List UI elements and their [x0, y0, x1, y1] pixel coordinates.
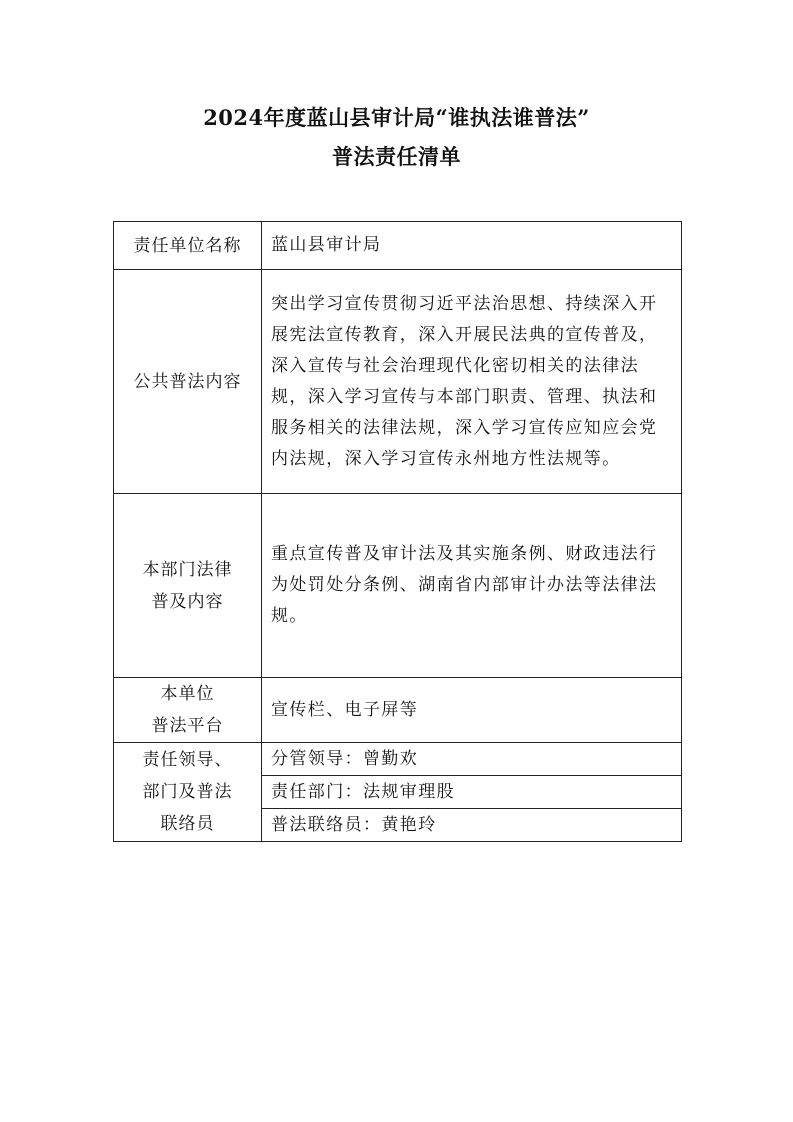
platform-value: 宣传栏、电子屏等	[262, 678, 682, 743]
dept-content-label-line-2: 普及内容	[151, 591, 224, 612]
table-row-unit	[114, 222, 682, 270]
contacts-label-line-3: 联络员	[160, 814, 215, 834]
contact-department-value: 责任部门：法规审理股	[262, 776, 682, 809]
dept-content-label-line-1: 本部门法律	[142, 559, 233, 580]
table-row-public-content	[114, 270, 682, 494]
document-title-line-1: 2024年度蓝山县审计局“谁执法谁普法”	[203, 105, 590, 130]
public-content-label: 公共普法内容	[114, 270, 262, 494]
contacts-label-line-2: 部门及普法	[142, 782, 233, 802]
platform-label-line-2: 普法平台	[151, 716, 224, 736]
responsibility-table	[113, 221, 682, 842]
document-title-line-2: 普法责任清单	[332, 144, 461, 169]
platform-label-line-1: 本单位	[160, 684, 215, 704]
unit-name-label: 责任单位名称	[114, 222, 262, 270]
platform-label	[114, 678, 262, 743]
dept-content-value: 重点宣传普及审计法及其实施条例、财政违法行为处罚处分条例、湖南省内部审计办法等法律法规。	[262, 494, 682, 678]
table-row-contact-leader	[114, 743, 682, 776]
table-row-dept-content	[114, 494, 682, 678]
contact-leader-value: 分管领导：曾勤欢	[262, 743, 682, 776]
table-row-platform	[114, 678, 682, 743]
public-content-value: 突出学习宣传贯彻习近平法治思想、持续深入开展宪法宣传教育，深入开展民法典的宣传普及，深入宣传与社会治理现代化密切相关的法律法规，深入学习宣传与本部门职责、管理、执法和服务相关的法律法规，深入学习宣传应知应会党内法规，深入学习宣传永州地方性法规等。	[262, 270, 682, 494]
unit-name-value: 蓝山县审计局	[262, 222, 682, 270]
contacts-label	[114, 743, 262, 842]
dept-content-label	[114, 494, 262, 678]
contacts-label-line-1: 责任领导、	[142, 750, 233, 770]
contact-liaison-value: 普法联络员：黄艳玲	[262, 809, 682, 842]
